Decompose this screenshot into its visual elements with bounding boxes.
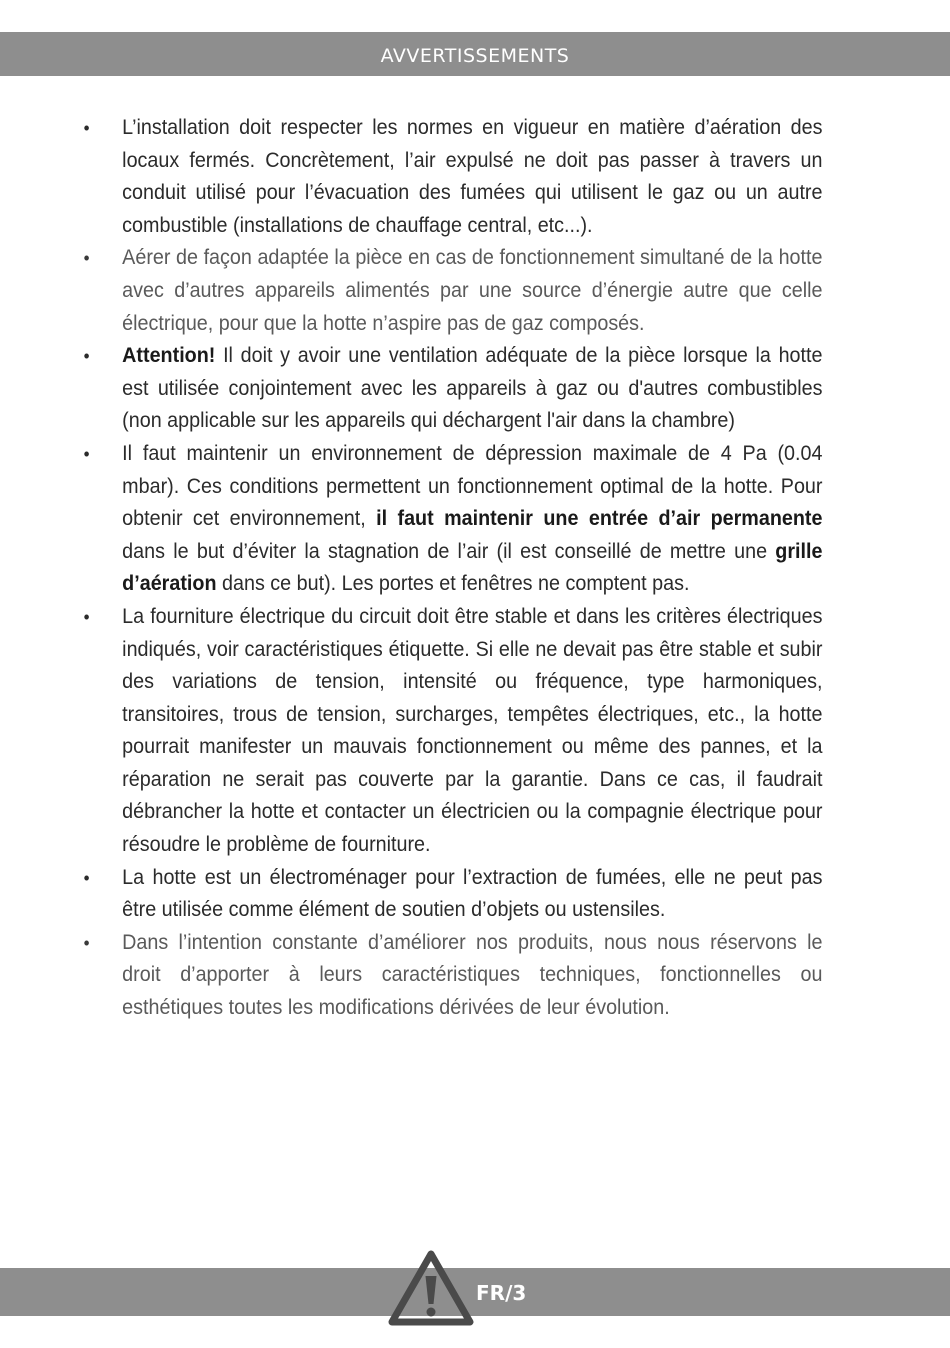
- bullet-icon: •: [83, 932, 90, 953]
- bullet-icon: •: [83, 606, 90, 627]
- warning-item-attention: [78, 340, 822, 438]
- bullet-icon: •: [83, 346, 90, 367]
- warning-text: La hotte est un électroménager pour l’extraction de fumées, elle ne peut pas être utilisée comme élément de soutien d’objets ou ustensiles.: [122, 865, 823, 922]
- warning-item-not-support: [78, 862, 822, 927]
- warnings-content: [78, 112, 822, 1025]
- warning-item-ventilation-norms: [78, 112, 822, 242]
- attention-label: Attention!: [122, 344, 216, 368]
- page-title: AVVERTISSEMENTS: [380, 45, 570, 67]
- warning-text: Il faut maintenir un environnement de dépression maximale de 4 Pa (0.04 mbar). Ces conditions permettent un fonctionnement optimal de la hotte. Pour obtenir cet environnement,: [122, 441, 823, 531]
- warning-triangle-icon: [388, 1250, 474, 1326]
- warning-emphasis: grille d’aération: [122, 539, 823, 596]
- warning-item-room-aeration: [78, 242, 822, 340]
- warning-text: La fourniture électrique du circuit doit être stable et dans les critères électriques indiqués, voir caractéristiques étiquette. Si elle ne devait pas être stable et subir des variations de tension, intensité ou fréquence, type harmoniques, transitoires, trous de tension, surcharges, tempêtes électriques, etc., la hotte pourrait manifester un mauvais fonctionnement ou même des pannes, et la réparation ne serait pas couverte par la garantie. Dans ce cas, il faudrait débrancher la hotte et contacter un électricien ou la compagnie électrique pour résoudre le problème de fourniture.: [122, 604, 823, 857]
- warning-text: L’installation doit respecter les normes en vigueur en matière d’aération des locaux fermés. Concrètement, l’air expulsé ne doit pas passer à travers un conduit utilisé pour l’évacuation des fumées qui utilisent le gaz ou un autre combustible (installations de chauffage central, etc...).: [122, 116, 823, 237]
- warning-text: dans ce but). Les portes et fenêtres ne comptent pas.: [216, 572, 690, 596]
- warnings-list: [78, 112, 822, 1025]
- warning-item-depression: [78, 438, 822, 601]
- warning-emphasis: il faut maintenir une entrée d’air permanente: [376, 507, 823, 531]
- bullet-icon: •: [83, 118, 90, 138]
- bullet-icon: •: [83, 443, 90, 464]
- warning-text: dans le but d’éviter la stagnation de l’air (il est conseillé de mettre une: [122, 539, 776, 563]
- bullet-icon: •: [83, 867, 90, 888]
- warning-text: Dans l’intention constante d’améliorer nos produits, nous nous réservons le droit d’apporter à leurs caractéristiques techniques, fonctionnelles ou esthétiques toutes les modifications dérivées de leur évolution.: [122, 930, 823, 1020]
- bullet-icon: •: [83, 248, 90, 269]
- page-number: FR/3: [476, 1281, 527, 1305]
- warning-text: Aérer de façon adaptée la pièce en cas de fonctionnement simultané de la hotte avec d’autres appareils alimentés par une source d’énergie autre que celle électrique, pour que la hotte n’aspire pas de gaz composés.: [122, 246, 823, 335]
- warning-text: Il doit y avoir une ventilation adéquate de la pièce lorsque la hotte est utilisée conjointement avec les appareils à gaz ou d'autres combustibles (non applicable sur les appareils qui déchargent l'air dans la chambre): [122, 344, 823, 433]
- warning-item-modifications: [78, 927, 822, 1025]
- warning-item-power-supply: [78, 601, 822, 862]
- footer-bar: [0, 1268, 950, 1316]
